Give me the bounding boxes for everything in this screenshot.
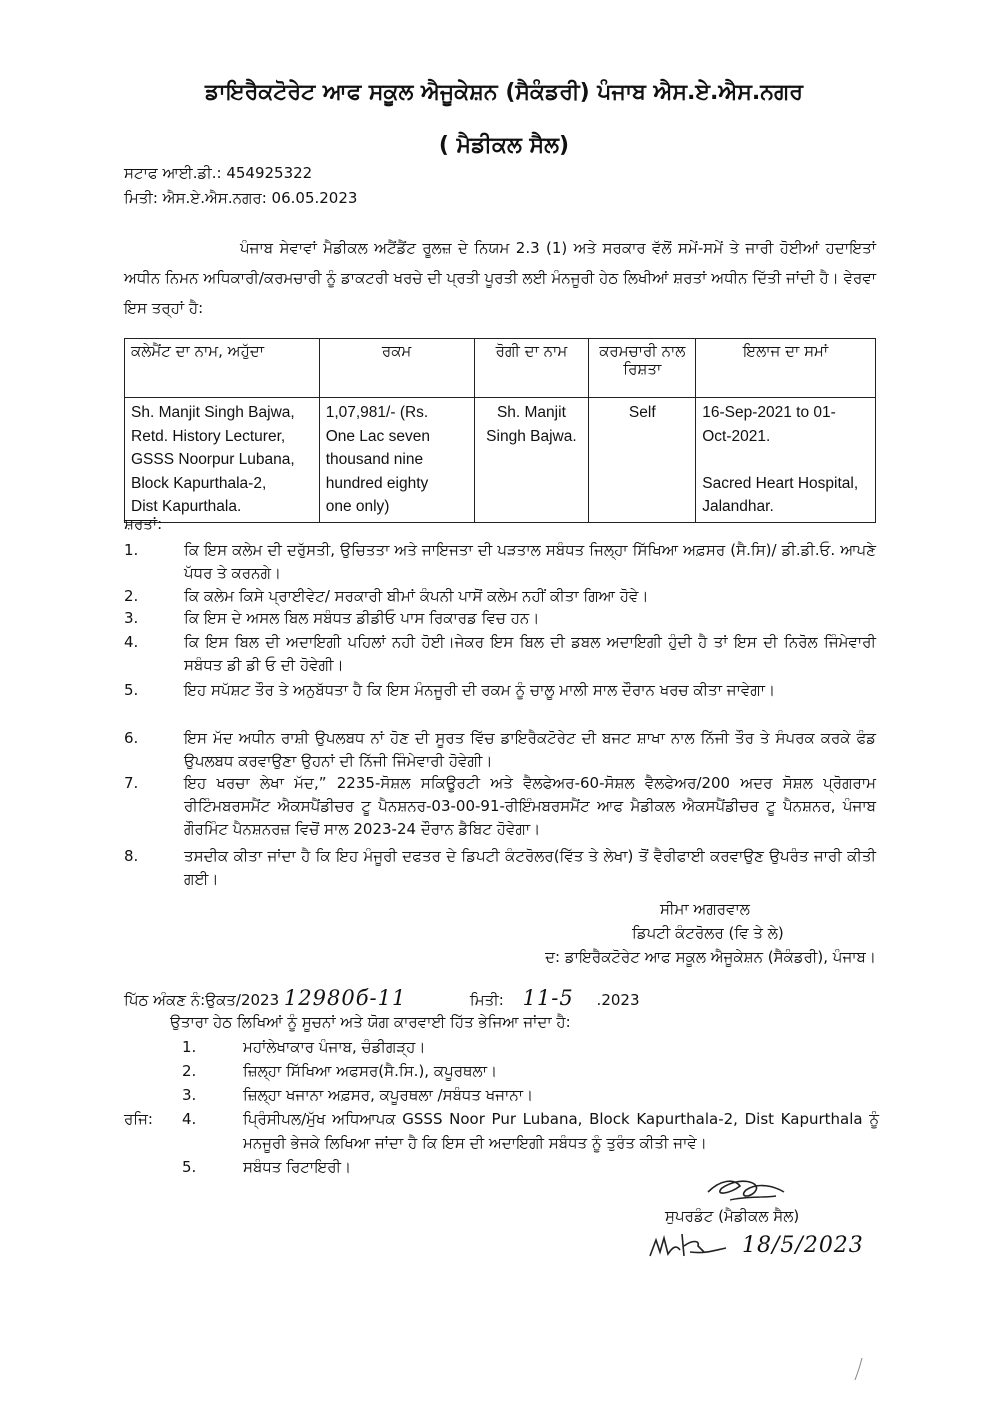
signatory-name: ਸੀਮਾ ਅਗਰਵਾਲ [660,900,750,918]
initials-signature-icon [646,1226,730,1260]
table-header-row [125,339,876,398]
col-amount: ਰਕਮ [319,339,474,398]
signatory-block [480,897,876,969]
recipient-text: ਜ਼ਿਲ੍ਹਾ ਖਜਾਨਾ ਅਫ਼ਸਰ, ਕਪੂਰਥਲਾ /ਸਬੰਧਤ ਖਜਾਨਾ। [243,1086,534,1104]
condition-number: 8. [124,847,139,865]
issue-date: ਮਿਤੀ: ਐਸ.ਏ.ਐਸ.ਨਗਰ: 06.05.2023 [124,189,358,207]
table-row [125,398,876,523]
amount-line: one only) [325,498,390,515]
claim-table [124,338,876,523]
condition-item [124,585,876,608]
condition-text: ਇਹ ਸਪੱਸ਼ਟ ਤੌਰ ਤੇ ਅਨੁਬੱਧਤਾ ਹੈ ਕਿ ਇਸ ਮੰਨਜੂਰੀ ਦੀ ਰਕਮ ਨੂੰ ਚਾਲੂ ਮਾਲੀ ਸਾਲ ਦੌਰਾਨ ਖਰਚ ਕੀਤਾ ਜਾਵੇਗਾ। [184,681,776,699]
amount-line: One Lac seven [325,427,430,445]
condition-text: ਇਹ ਖਰਚਾ ਲੇਖਾ ਮੱਦ,” 2235-ਸੋਸ਼ਲ ਸਕਿਊਰਟੀ ਅਤੇ ਵੈਲਫੇਅਰ-60-ਸੋਸ਼ਲ ਵੈਲਫੇਅਰ/200 ਅਦਰ ਸੋਸ਼ਲ ਪ੍ਰੋਗਰਾਮ ਰੀਟਿੰਮਬਰਸਮੈਂਟ ਐਕਸਪੈਂਡੀਚਰ ਟੂ ਪੈਨਸ਼ਨਰ-03-00-91-ਰੀਇੰਮਬਰਸਮੈਂਟ ਆਫ ਮੈਡੀਕਲ ਐਕਸਪੈਂਡੀਚਰ ਟੂ ਪੈਨਸ਼ਨਰ, ਪੰਜਾਬ ਗੌਰਮਿੰਟ ਪੈਨਸ਼ਨਰਜ਼ ਵਿਚੋਂ ਸਾਲ 2023-24 ਦੌਰਾਨ ਡੈਬਿਟ ਹੋਵੇਗਾ। [184,774,876,838]
condition-number: 4. [124,633,139,651]
superintendent-label: ਸੁਪਰਡੰਟ (ਮੈਡੀਕਲ ਸੈਲ) [665,1207,800,1225]
cell-patient [474,398,589,523]
recipient-text: ਜ਼ਿਲ੍ਹਾ ਸਿੱਖਿਆ ਅਫਸਰ(ਸੈ.ਸਿ.), ਕਪੂਰਥਲਾ। [243,1062,498,1080]
patient-line: Sh. Manjit [496,404,566,421]
claimant-line: GSSS Noorpur Lubana, [131,451,295,468]
claimant-line: Block Kapurthala-2, [131,474,267,492]
claimant-line: Sh. Manjit Singh Bajwa, [131,404,295,421]
endorsement-date-handwritten: 11-5 [522,986,574,1010]
staff-id: ਸਟਾਫ ਆਈ.ਡੀ.: 454925322 [124,164,313,182]
condition-text: ਕਿ ਇਸ ਬਿਲ ਦੀ ਅਦਾਇਗੀ ਪਹਿਲਾਂ ਨਹੀ ਹੋਈ।ਜੇਕਰ ਇਸ ਬਿਲ ਦੀ ਡਬਲ ਅਦਾਇਗੀ ਹੁੰਦੀ ਹੈ ਤਾਂ ਇਸ ਦੀ ਨਿਰੋਲ ਜਿੰਮੇਵਾਰੀ ਸਬੰਧਤ ਡੀ ਡੀ ਓ ਦੀ ਹੋਵੇਗੀ। [184,633,876,674]
cell-amount [319,398,474,523]
hospital-line: Sacred Heart Hospital, [702,474,859,492]
recipient-number: 2. [182,1062,197,1080]
superintendent-signature-icon [700,1172,790,1206]
amount-line: hundred eighty [325,474,429,492]
condition-number: 7. [124,774,139,792]
hospital-line: Jalandhar. [702,498,774,515]
condition-number: 2. [124,587,139,605]
condition-number: 1. [124,541,139,559]
recipient-number: 1. [182,1038,197,1056]
condition-text: ਤਸਦੀਕ ਕੀਤਾ ਜਾਂਦਾ ਹੈ ਕਿ ਇਹ ਮੰਜੂਰੀ ਦਫਤਰ ਦੇ ਡਿਪਟੀ ਕੰਟਰੋਲਰ(ਵਿੱਤ ਤੇ ਲੇਖਾ) ਤੋਂ ਵੈਰੀਫਾਈ ਕਰਵਾਉਣ ਉਪਰੰਤ ਜਾਰੀ ਕੀਤੀ ਗਈ। [184,847,876,888]
amount-line: thousand nine [325,451,424,468]
claimant-line: Retd. History Lecturer, [131,427,286,445]
condition-text: ਕਿ ਇਸ ਕਲੇਮ ਦੀ ਦਰੁੱਸਤੀ, ਉਚਿਤਤਾ ਅਤੇ ਜਾਇਜਤਾ ਦੀ ਪੜਤਾਲ ਸਬੰਧਤ ਜਿਲ੍ਹਾ ਸਿੱਖਿਆ ਅਫ਼ਸਰ (ਸੈ.ਸਿ)/ ਡੀ.ਡੀ.ਓ. ਆਪਣੇ ਪੱਧਰ ਤੇ ਕਰਨਗੇ। [184,541,876,582]
cell-relation: Self [589,398,696,523]
endorsement-ref-number: 12980б-11 [283,986,407,1010]
period-line: 16-Sep-2021 to 01- [702,404,836,421]
patient-line: Singh Bajwa. [486,427,577,445]
condition-item [124,539,876,585]
col-patient: ਰੋਗੀ ਦਾ ਨਾਮ [474,339,589,398]
recipient-number: 3. [182,1086,197,1104]
endorsement-ref-prefix: ਪਿੱਠ ਅੰਕਣ ਨੰ:ਉਕਤ/2023 [124,991,280,1009]
conditions-label: ਸ਼ਰਤਾਂ: [124,515,163,533]
condition-item [124,845,876,891]
col-period: ਇਲਾਜ ਦਾ ਸਮਾਂ [696,339,876,398]
amount-line: 1,07,981/- (Rs. [325,404,429,421]
directorate-title: ਡਾਇਰੈਕਟੋਰੇਟ ਆਫ ਸਕੂਲ ਐਜੂਕੇਸ਼ਨ (ਸੈਕੰਡਰੀ) ਪੰਜਾਬ ਐਸ.ਏ.ਐਸ.ਨਗਰ [205,80,803,105]
cell-claimant [125,398,320,523]
registered-label: ਰਜਿ: [124,1110,153,1128]
endorsement-date-label: ਮਿਤੀ: [469,991,504,1009]
recipient-text: ਸਬੰਧਤ ਰਿਟਾਇਰੀ। [243,1158,352,1176]
col-claimant: ਕਲੇਮੈਂਟ ਦਾ ਨਾਮ, ਅਹੁੱਦਾ [125,339,320,398]
col-relation: ਕਰਮਚਾਰੀ ਨਾਲ ਰਿਸ਼ਤਾ [589,339,696,398]
endorsement-line [124,986,884,1010]
condition-item [124,727,876,773]
condition-text: ਇਸ ਮੱਦ ਅਧੀਨ ਰਾਸ਼ੀ ਉਪਲਬਧ ਨਾਂ ਹੋਣ ਦੀ ਸੂਰਤ ਵਿੱਚ ਡਾਇਰੈਕਟੋਰੇਟ ਦੀ ਬਜਟ ਸ਼ਾਖਾ ਨਾਲ ਨਿੱਜੀ ਤੌਰ ਤੇ ਸੰਪਰਕ ਕਰਕੇ ਫੰਡ ਉਪਲਬਧ ਕਰਵਾਉਣਾ ਉਹਨਾਂ ਦੀ ਨਿੱਜੀ ਜਿੰਮੇਵਾਰੀ ਹੋਵੇਗੀ। [184,729,876,770]
condition-item [124,679,876,702]
condition-text: ਕਿ ਕਲੇਮ ਕਿਸੇ ਪ੍ਰਾਈਵੇਟ/ ਸਰਕਾਰੀ ਬੀਮਾਂ ਕੰਪਨੀ ਪਾਸੋਂ ਕਲੇਮ ਨਹੀਂ ਕੀਤਾ ਗਿਆ ਹੋਵੇ। [184,587,649,605]
condition-item [124,631,876,677]
signatory-designation: ਡਿਪਟੀ ਕੰਟਰੋਲਰ (ਵਿ ਤੇ ਲੇ) [632,924,784,942]
condition-number: 5. [124,681,139,699]
endorsement-intro: ਉਤਾਰਾ ਹੇਠ ਲਿਖਿਆਂ ਨੂੰ ਸੂਚਨਾਂ ਅਤੇ ਯੋਗ ਕਾਰਵਾਈ ਹਿੱਤ ਭੇਜਿਆ ਜਾਂਦਾ ਹੈ: [170,1013,571,1031]
condition-item [124,772,876,841]
recipient-number: 4. [182,1110,197,1128]
condition-item [124,607,876,630]
condition-number: 3. [124,609,139,627]
superintendent-handwritten-date: 18/5/2023 [742,1233,864,1258]
period-line: Oct-2021. [702,427,771,445]
intro-paragraph [124,233,876,323]
recipient-number: 5. [182,1158,197,1176]
recipient-text: ਮਹਾਂਲੇਖਾਕਾਰ ਪੰਜਾਬ, ਚੰਡੀਗੜ੍ਹ। [243,1038,426,1056]
intro-text: ਪੰਜਾਬ ਸੇਵਾਵਾਂ ਮੈਡੀਕਲ ਅਟੈਂਡੈਂਟ ਰੂਲਜ਼ ਦੇ ਨਿਯਮ 2.3 (1) ਅਤੇ ਸਰਕਾਰ ਵੱਲੋਂ ਸਮੇਂ-ਸਮੇਂ ਤੇ ਜਾਰੀ ਹੋਈਆਂ ਹਦਾਇਤਾਂ ਅਧੀਨ ਨਿਮਨ ਅਧਿਕਾਰੀ/ਕਰਮਚਾਰੀ ਨੂੰ ਡਾਕਟਰੀ ਖਰਚੇ ਦੀ ਪ੍ਰਤੀ ਪੂਰਤੀ ਲਈ ਮੰਨਜੂਰੀ ਹੇਠ ਲਿਖੀਆਂ ਸ਼ਰਤਾਂ ਅਧੀਨ ਦਿੱਤੀ ਜਾਂਦੀ ਹੈ। ਵੇਰਵਾ ਇਸ ਤਰ੍ਹਾਂ ਹੈ: [124,239,876,317]
stray-pen-mark-icon [852,1356,866,1382]
cell-subtitle: ( ਮੈਡੀਕਲ ਸੈਲ) [438,133,570,158]
recipient-text: ਪ੍ਰਿੰਸੀਪਲ/ਮੁੱਖ ਅਧਿਆਪਕ GSSS Noor Pur Lubana, Block Kapurthala-2, Dist Kapurthala ਨੂੰ ਮਨਜੂਰੀ ਭੇਜਕੇ ਲਿਖਿਆ ਜਾਂਦਾ ਹੈ ਕਿ ਇਸ ਦੀ ਅਦਾਇਗੀ ਸਬੰਧਤ ਨੂੰ ਤੁਰੰਤ ਕੀਤੀ ਜਾਵੇ। [243,1110,879,1152]
endorsement-date-year: .2023 [596,991,640,1009]
signatory-office: ਦ: ਡਾਇਰੈਕਟੋਰੇਟ ਆਫ ਸਕੂਲ ਐਜੂਕੇਸ਼ਨ (ਸੈਕੰਡਰੀ), ਪੰਜਾਬ। [545,948,876,966]
claimant-line: Dist Kapurthala. [131,498,242,515]
condition-number: 6. [124,729,139,747]
condition-text: ਕਿ ਇਸ ਦੇ ਅਸਲ ਬਿਲ ਸਬੰਧਤ ਡੀਡੀਓ ਪਾਸ ਰਿਕਾਰਡ ਵਿਚ ਹਨ। [184,609,540,627]
cell-period [696,398,876,523]
